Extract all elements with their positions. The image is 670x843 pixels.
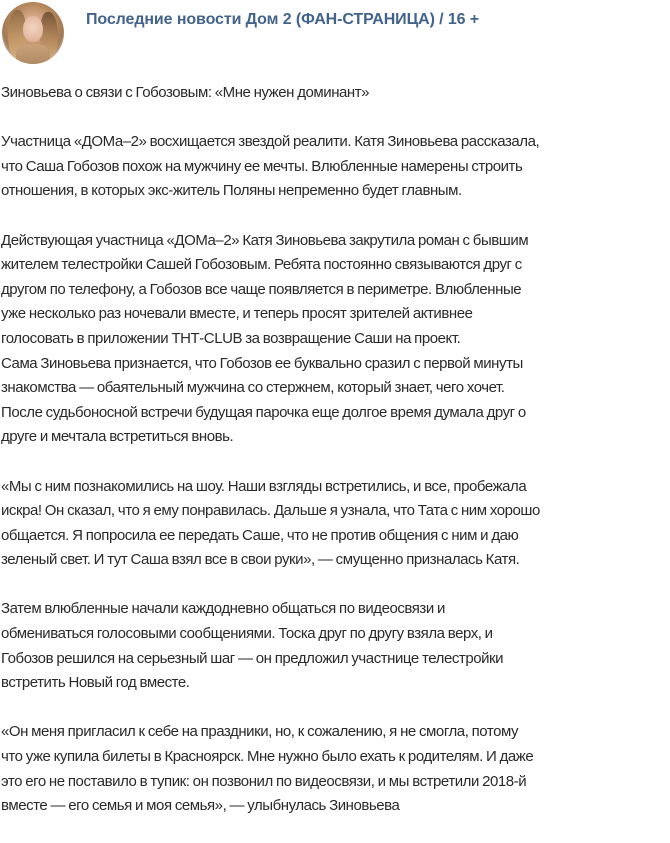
- post-paragraph-2: [1, 229, 669, 450]
- text-line: отношения, в которых экс-житель Поляны непременно будет главным.: [1, 182, 462, 200]
- text-line: встретить Новый год вместе.: [1, 674, 190, 692]
- text-line: вместе — его семья и моя семья», — улыбнулась Зиновьева: [1, 797, 400, 815]
- text-line: Участница «ДОМа–2» восхищается звездой реалити. Катя Зиновьева рассказала,: [1, 133, 540, 151]
- text-line: что уже купила билеты в Красноярск. Мне нужно было ехать к родителям. И даже: [1, 748, 534, 766]
- group-avatar[interactable]: [2, 2, 64, 64]
- avatar-face: [23, 16, 43, 42]
- text-line: После судьбоносной встречи будущая парочка еще долгое время думала друг о: [1, 403, 526, 421]
- post-body: [1, 81, 669, 843]
- text-line: «Мы с ним познакомились на шоу. Наши взгляды встретились, и все, пробежала: [1, 477, 527, 495]
- text-line: друге и мечтала встретиться вновь.: [1, 428, 234, 446]
- text-line: уже несколько раз ночевали вместе, и теперь просят зрителей активнее: [1, 305, 473, 323]
- text-line: «Он меня пригласил к себе на праздники, но, к сожалению, я не смогла, потому: [1, 723, 519, 741]
- text-line: это его не поставило в тупик: он позвонил по видеосвязи, и мы встретили 2018-й: [1, 772, 527, 790]
- text-line: зеленый свет. И тут Саша взял все в свои руки», — смущенно призналась Катя.: [1, 551, 520, 569]
- text-line: Действующая участница «ДОМа–2» Катя Зиновьева закрутила роман с бывшим: [1, 231, 529, 249]
- post-headline: Зиновьева о связи с Гобозовым: «Мне нужен доминант»: [1, 84, 370, 101]
- text-line: Гобозов решился на серьезный шаг — он предложил участнице телестройки: [1, 649, 504, 667]
- post-paragraph-5: [1, 720, 669, 818]
- text-line: обмениваться голосовыми сообщениями. Тоска друг по другу взяла верх, и: [1, 625, 493, 643]
- avatar-body: [16, 44, 50, 64]
- text-line: Затем влюбленные начали каждодневно общаться по видеосвязи и: [1, 600, 445, 618]
- text-line: другом по телефону, а Гобозов все чаще появляется в периметре. Влюбленные: [1, 280, 522, 298]
- post-paragraph-3: [1, 475, 669, 573]
- text-line: знакомства — обаятельный мужчина со стержнем, который знает, чего хочет.: [1, 379, 505, 397]
- text-line: что Саша Гобозов похож на мужчину ее мечты. Влюбленные намерены строить: [1, 157, 523, 175]
- post-header: [0, 0, 670, 66]
- text-line: Сама Зиновьева признается, что Гобозов ее буквально сразил с первой минуты: [1, 354, 523, 372]
- post-paragraph-1: [1, 130, 669, 204]
- text-line: жителем телестройки Сашей Гобозовым. Ребята постоянно связываются друг с: [1, 256, 522, 274]
- text-line: искра! Он сказал, что я ему понравилась. Дальше я узнала, что Тата с ним хорошо: [1, 502, 540, 520]
- post-paragraph-4: [1, 597, 669, 695]
- text-line: общается. Я попросила ее передать Саше, что не против общения с ним и даю: [1, 526, 519, 544]
- group-title-link[interactable]: Последние новости Дом 2 (ФАН-СТРАНИЦА) / 16 +: [86, 11, 480, 28]
- text-line: голосовать в приложении ТНТ-CLUB за возвращение Саши на проект.: [1, 329, 461, 347]
